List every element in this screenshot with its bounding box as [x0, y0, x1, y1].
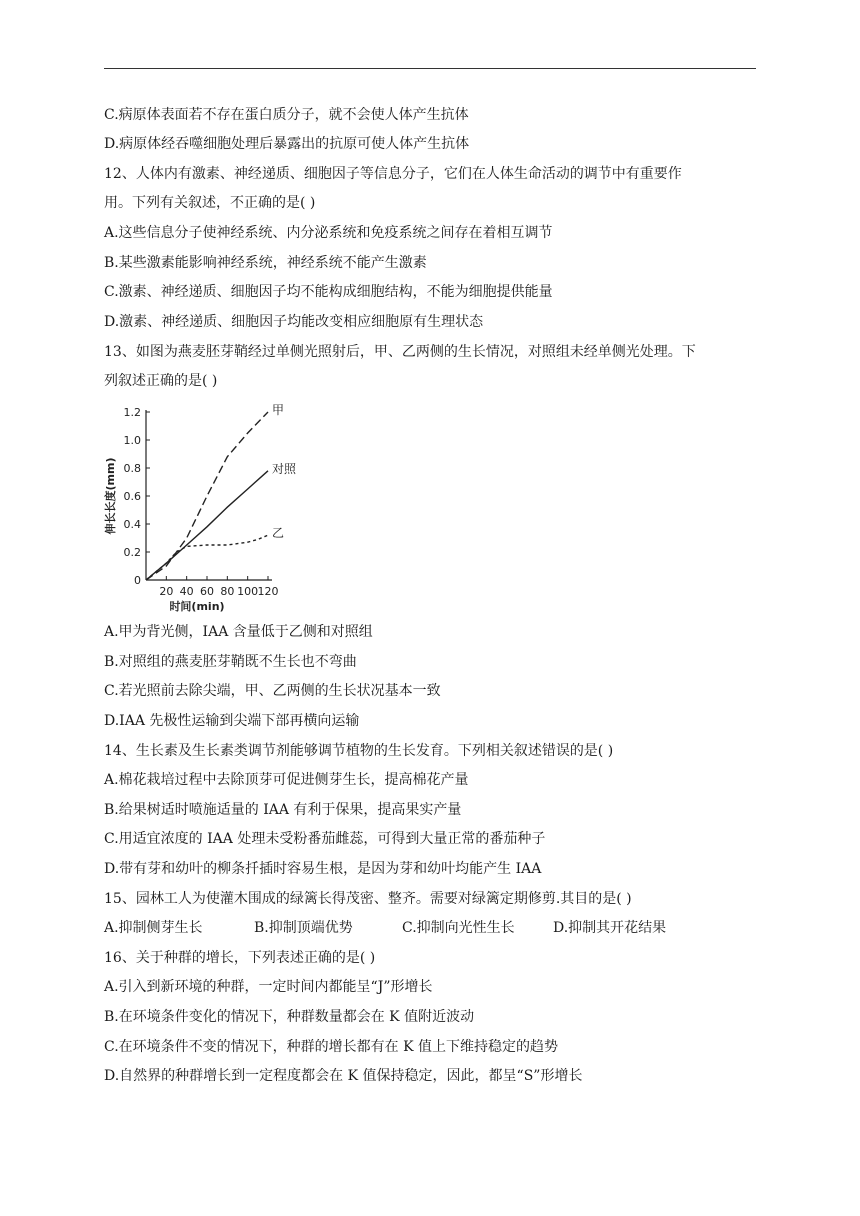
q15-option-d: D.抑制其开花结果 [553, 920, 667, 936]
q12-option-b: B.某些激素能影响神经系统，神经系统不能产生激素 [104, 255, 427, 271]
series-label: 甲 [272, 403, 285, 417]
series-line [146, 535, 268, 580]
series-line [146, 471, 268, 580]
q15-option-b: B.抑制顶端优势 [254, 920, 353, 936]
q13-option-d: D.IAA 先极性运输到尖端下部再横向运输 [104, 713, 360, 729]
growth-chart [100, 398, 297, 618]
q12-stem-line-2: 用。下列有关叙述，不正确的是( ) [104, 195, 316, 211]
x-tick-label: 100 [237, 585, 259, 598]
header-rule [104, 68, 756, 69]
series-line [146, 412, 268, 580]
q14-option-b: B.给果树适时喷施适量的 IAA 有利于保果，提高果实产量 [104, 802, 462, 818]
y-tick-label: 0.6 [123, 490, 141, 503]
q15-option-a: A.抑制侧芽生长 [104, 920, 203, 936]
q13-stem-line-2: 列叙述正确的是( ) [104, 373, 218, 389]
y-tick-label: 1.2 [123, 406, 141, 419]
x-tick-label: 120 [257, 585, 279, 598]
x-tick-label: 20 [159, 585, 174, 598]
y-tick-label: 0.4 [123, 518, 141, 531]
q12-option-d: D.激素、神经递质、细胞因子均能改变相应细胞原有生理状态 [104, 314, 484, 330]
x-axis-title: 时间(min) [169, 600, 225, 613]
q12-stem-line-1: 12、人体内有激素、神经递质、细胞因子等信息分子，它们在人体生命活动的调节中有重要作 [104, 166, 682, 182]
q12-option-c: C.激素、神经递质、细胞因子均不能构成细胞结构，不能为细胞提供能量 [104, 284, 553, 300]
series-label: 乙 [272, 526, 285, 541]
q14-option-d: D.带有芽和幼叶的柳条扦插时容易生根，是因为芽和幼叶均能产生 IAA [104, 861, 542, 877]
q14-stem: 14、生长素及生长素类调节剂能够调节植物的生长发育。下列相关叙述错误的是( ) [104, 743, 614, 759]
q11-option-c: C.病原体表面若不存在蛋白质分子，就不会使人体产生抗体 [104, 107, 469, 123]
y-tick-label: 0.2 [123, 546, 141, 559]
q16-option-d: D.自然界的种群增长到一定程度都会在 K 值保持稳定，因此，都呈“S”形增长 [104, 1068, 583, 1084]
chart-axes [124, 406, 279, 598]
q13-stem-line-1: 13、如图为燕麦胚芽鞘经过单侧光照射后，甲、乙两侧的生长情况，对照组未经单侧光处理。下 [104, 344, 696, 360]
q16-stem: 16、关于种群的增长，下列表述正确的是( ) [104, 950, 376, 966]
q13-option-a: A.甲为背光侧，IAA 含量低于乙侧和对照组 [104, 624, 373, 640]
q16-option-a: A.引入到新环境的种群，一定时间内都能呈“J”形增长 [104, 979, 433, 995]
x-tick-label: 40 [179, 585, 194, 598]
y-tick-label: 1.0 [123, 434, 141, 447]
q16-option-b: B.在环境条件变化的情况下，种群数量都会在 K 值附近波动 [104, 1009, 475, 1025]
q14-option-a: A.棉花栽培过程中去除顶芽可促进侧芽生长，提高棉花产量 [104, 772, 469, 788]
q14-option-c: C.用适宜浓度的 IAA 处理未受粉番茄雌蕊，可得到大量正常的番茄种子 [104, 831, 546, 847]
x-tick-label: 60 [200, 585, 214, 598]
q13-option-b: B.对照组的燕麦胚芽鞘既不生长也不弯曲 [104, 654, 357, 670]
y-tick-label: 0 [134, 574, 141, 587]
y-tick-label: 0.8 [123, 462, 141, 475]
series-label: 对照 [272, 461, 297, 476]
q15-stem: 15、园林工人为使灌木围成的绿篱长得茂密、整齐。需要对绿篱定期修剪.其目的是( ) [104, 891, 632, 907]
q11-option-d: D.病原体经吞噬细胞处理后暴露出的抗原可使人体产生抗体 [104, 136, 470, 152]
q13-option-c: C.若光照前去除尖端，甲、乙两侧的生长状况基本一致 [104, 683, 441, 699]
x-tick-label: 80 [220, 585, 235, 598]
y-axis-title: 伸长长度(mm) [104, 457, 117, 535]
q15-option-c: C.抑制向光性生长 [402, 920, 515, 936]
q16-option-c: C.在环境条件不变的情况下，种群的增长都有在 K 值上下维持稳定的趋势 [104, 1039, 559, 1055]
q12-option-a: A.这些信息分子使神经系统、内分泌系统和免疫系统之间存在着相互调节 [104, 225, 553, 241]
chart-lines [146, 412, 268, 580]
